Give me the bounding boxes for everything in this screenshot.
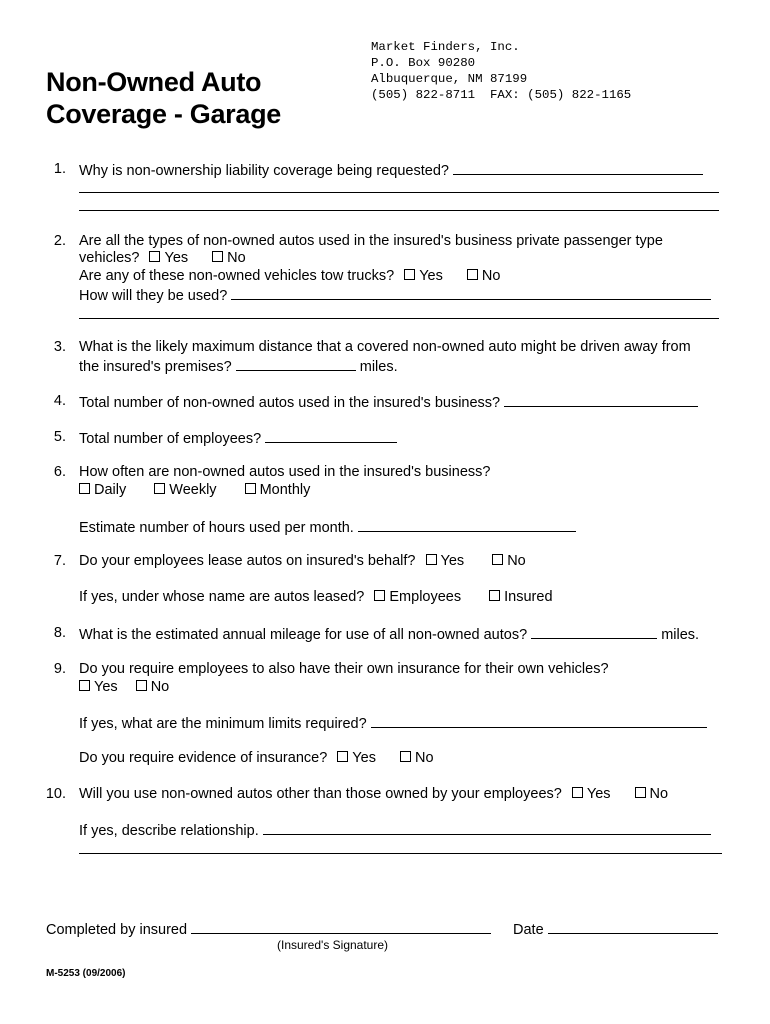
city-state-zip: Albuquerque, NM 87199	[371, 72, 528, 86]
q6-monthly-checkbox[interactable]	[245, 483, 256, 494]
q10-no-label: No	[649, 786, 669, 802]
q2-tow-no-label: No	[481, 268, 501, 284]
q7-insured-label: Insured	[504, 589, 553, 605]
q2-tow-yes-checkbox[interactable]	[404, 269, 415, 280]
q7-no-checkbox[interactable]	[492, 554, 503, 565]
q9-no-label: No	[150, 679, 170, 695]
q2-no-checkbox[interactable]	[212, 251, 223, 262]
q9-limits-field[interactable]	[371, 713, 707, 728]
q3-line-1: What is the likely maximum distance that a covered non-owned auto might be driven away from	[79, 339, 691, 355]
date-label: Date	[513, 922, 544, 938]
title-line-2: Coverage - Garage	[46, 99, 281, 129]
q2-yes-checkbox[interactable]	[149, 251, 160, 262]
q10-describe-field[interactable]	[263, 820, 711, 835]
q6-weekly-label: Weekly	[169, 482, 217, 498]
q3-distance-field[interactable]	[236, 356, 356, 371]
q9-evidence-yes-label: Yes	[352, 750, 376, 766]
q6-daily-checkbox[interactable]	[79, 483, 90, 494]
q1-answer-field[interactable]	[453, 160, 703, 175]
q7-text: Do your employees lease autos on insured's behalf?	[79, 553, 416, 569]
q10-yes-label: Yes	[586, 786, 611, 802]
q1-row	[79, 160, 703, 180]
date-field[interactable]	[548, 919, 718, 934]
q3-line-2: the insured's premises?	[79, 359, 232, 375]
q6-frequency-row	[79, 481, 310, 499]
q8-number: 8.	[53, 625, 66, 641]
q5-answer-field[interactable]	[265, 428, 397, 443]
po-box: P.O. Box 90280	[371, 56, 476, 70]
q8-row	[79, 624, 699, 644]
company-name: Market Finders, Inc.	[371, 40, 520, 54]
q5-row	[79, 428, 397, 448]
q7-insured-checkbox[interactable]	[489, 590, 500, 601]
q9-yes-label: Yes	[94, 679, 118, 695]
q10-number: 10.	[45, 786, 66, 802]
q8-miles-label: miles.	[661, 627, 700, 643]
q9-evidence-text: Do you require evidence of insurance?	[79, 750, 328, 766]
q6-monthly-label: Monthly	[259, 482, 311, 498]
q2-used-row	[79, 285, 711, 305]
q10-describe-row	[79, 820, 711, 840]
form-title	[46, 66, 281, 130]
q1-answer-line-3[interactable]	[79, 210, 719, 211]
q7-whose-text: If yes, under whose name are autos leased?	[79, 589, 365, 605]
q2-line-2: vehicles?	[79, 250, 140, 266]
q6-hours-text: Estimate number of hours used per month.	[79, 520, 354, 536]
q9-no-checkbox[interactable]	[136, 680, 147, 691]
q9-evidence-no-label: No	[414, 750, 434, 766]
q9-text: Do you require employees to also have their own insurance for their own vehicles?	[79, 661, 609, 677]
q3-miles-label: miles.	[359, 359, 398, 375]
q9-yes-checkbox[interactable]	[79, 680, 90, 691]
q8-text: What is the estimated annual mileage for use of all non-owned autos?	[79, 627, 528, 643]
q1-number: 1.	[53, 161, 66, 177]
q10-describe-text: If yes, describe relationship.	[79, 823, 259, 839]
q2-used-line-2[interactable]	[79, 318, 719, 319]
q4-row	[79, 392, 698, 412]
q3-row-2	[79, 356, 398, 376]
q2-used-field[interactable]	[231, 285, 711, 300]
q2-tow-row	[79, 267, 500, 285]
q7-yes-checkbox[interactable]	[426, 554, 437, 565]
date-row	[513, 919, 718, 939]
q7-yes-label: Yes	[440, 553, 465, 569]
q2-used-text: How will they be used?	[79, 288, 228, 304]
q10-row	[79, 785, 668, 803]
q7-employees-checkbox[interactable]	[374, 590, 385, 601]
q7-employees-label: Employees	[389, 589, 462, 605]
q10-describe-line-2[interactable]	[79, 853, 722, 854]
q2-tow-yes-label: Yes	[419, 268, 443, 284]
q9-evidence-no-checkbox[interactable]	[400, 751, 411, 762]
q6-text: How often are non-owned autos used in the insured's business?	[79, 464, 491, 480]
title-line-1: Non-Owned Auto	[46, 67, 262, 97]
q9-evidence-row	[79, 749, 434, 767]
q4-text: Total number of non-owned autos used in the insured's business?	[79, 395, 501, 411]
q10-no-checkbox[interactable]	[635, 787, 646, 798]
q10-text: Will you use non-owned autos other than those owned by your employees?	[79, 786, 562, 802]
q6-hours-row	[79, 517, 576, 537]
q2-tow-text: Are any of these non-owned vehicles tow trucks?	[79, 268, 395, 284]
q2-yes-label: Yes	[164, 250, 189, 266]
q10-yes-checkbox[interactable]	[572, 787, 583, 798]
q7-row	[79, 552, 526, 570]
q2-number: 2.	[53, 233, 66, 249]
q6-daily-label: Daily	[94, 482, 127, 498]
q3-number: 3.	[53, 339, 66, 355]
q1-text: Why is non-ownership liability coverage being requested?	[79, 163, 449, 179]
q5-text: Total number of employees?	[79, 431, 262, 447]
q2-no-label: No	[227, 250, 246, 266]
q7-number: 7.	[53, 553, 66, 569]
q9-number: 9.	[53, 661, 66, 677]
form-id: M-5253 (09/2006)	[46, 968, 126, 979]
completed-by-label: Completed by insured	[46, 922, 188, 938]
q7-whose-row	[79, 588, 553, 606]
signature-caption: (Insured's Signature)	[277, 938, 389, 952]
q4-answer-field[interactable]	[504, 392, 698, 407]
q4-number: 4.	[53, 393, 66, 409]
q2-row-2	[79, 249, 246, 267]
q5-number: 5.	[53, 429, 66, 445]
q1-answer-line-2[interactable]	[79, 192, 719, 193]
signature-field[interactable]	[191, 919, 491, 934]
q7-no-label: No	[507, 553, 526, 569]
signature-row	[46, 919, 491, 939]
q9-limits-row	[79, 713, 707, 733]
q6-weekly-checkbox[interactable]	[154, 483, 165, 494]
q6-number: 6.	[53, 464, 66, 480]
q8-mileage-field[interactable]	[531, 624, 657, 639]
q9-evidence-yes-checkbox[interactable]	[337, 751, 348, 762]
phone-fax: (505) 822-8711 FAX: (505) 822-1165	[371, 88, 632, 102]
q9-choice-row	[79, 678, 169, 696]
q9-limits-text: If yes, what are the minimum limits required?	[79, 716, 367, 732]
q2-line-1: Are all the types of non-owned autos used in the insured's business private passenger type	[79, 233, 663, 249]
company-address	[371, 39, 631, 103]
q6-hours-field[interactable]	[358, 517, 576, 532]
q2-tow-no-checkbox[interactable]	[467, 269, 478, 280]
